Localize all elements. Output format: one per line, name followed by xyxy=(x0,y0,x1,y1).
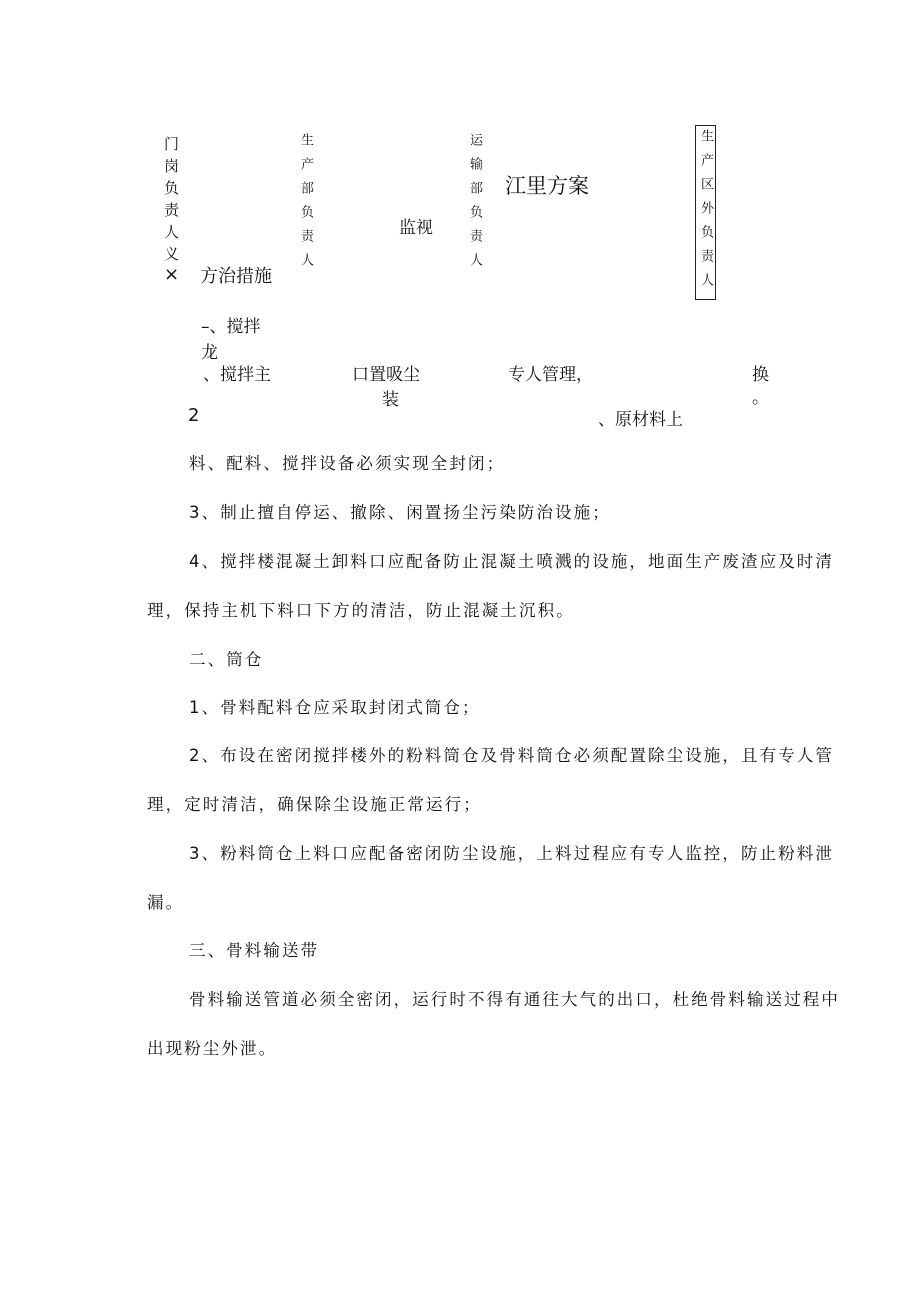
item1-fragment-e: 换 xyxy=(752,365,769,385)
section1-heading-a: –、搅拌 xyxy=(201,317,261,337)
paragraph-4: 1、骨料配料仓应采取封闭式筒仓； xyxy=(189,698,481,717)
outside-area-manager-label: 生产区外负责人 xyxy=(695,125,716,300)
transport-manager-label: 运输部负责人 xyxy=(467,133,482,277)
production-manager-label: 生产部负责人 xyxy=(298,133,313,277)
paragraph-3: 4、搅拌楼混凝土卸料口应配备防止混凝土喷溅的设施，地面生产废渣应及时清理，保持主机下料口下方的清洁，防止混凝土沉积。 xyxy=(147,552,834,620)
monitor-label: 监视 xyxy=(399,218,433,238)
item1-fragment-b: 口置吸尘 xyxy=(352,365,420,385)
item2-fragment: 、原材料上 xyxy=(598,410,683,430)
item2-number: 2 xyxy=(188,405,200,426)
gate-manager-label: 门岗负责人义 xyxy=(162,136,180,268)
item1-fragment-a: 、搅拌主 xyxy=(203,365,271,385)
plan-title: 江里方案 xyxy=(505,174,589,198)
section1-heading-b: 龙 xyxy=(201,343,218,363)
heading-2: 二、筒仓 xyxy=(189,650,264,669)
item1-fragment-d: 专人管理， xyxy=(508,365,593,385)
paragraph-1: 料、配料、搅拌设备必须实现全封闭； xyxy=(189,454,506,473)
item1-fragment-c: 装 xyxy=(382,390,399,410)
paragraph-5: 2、布设在密闭搅拌楼外的粉料筒仓及骨料筒仓必须配置除尘设施，且有专人管理，定时清洁，确保除尘设施正常运行； xyxy=(147,746,834,814)
measures-title: 方治措施 xyxy=(200,266,272,287)
item1-fragment-f: 。 xyxy=(752,388,769,408)
gate-mark: × xyxy=(164,264,180,285)
paragraph-6: 3、粉料筒仓上料口应配备密闭防尘设施，上料过程应有专人监控，防止粉料泄漏。 xyxy=(147,844,834,912)
paragraph-2: 3、制止擅自停运、撤除、闲置扬尘污染防治设施； xyxy=(189,503,611,522)
paragraph-7: 骨料输送管道必须全密闭，运行时不得有通往大气的出口，杜绝骨料输送过程中出现粉尘外泄。 xyxy=(147,990,840,1058)
heading-3: 三、骨料输送带 xyxy=(189,941,320,960)
